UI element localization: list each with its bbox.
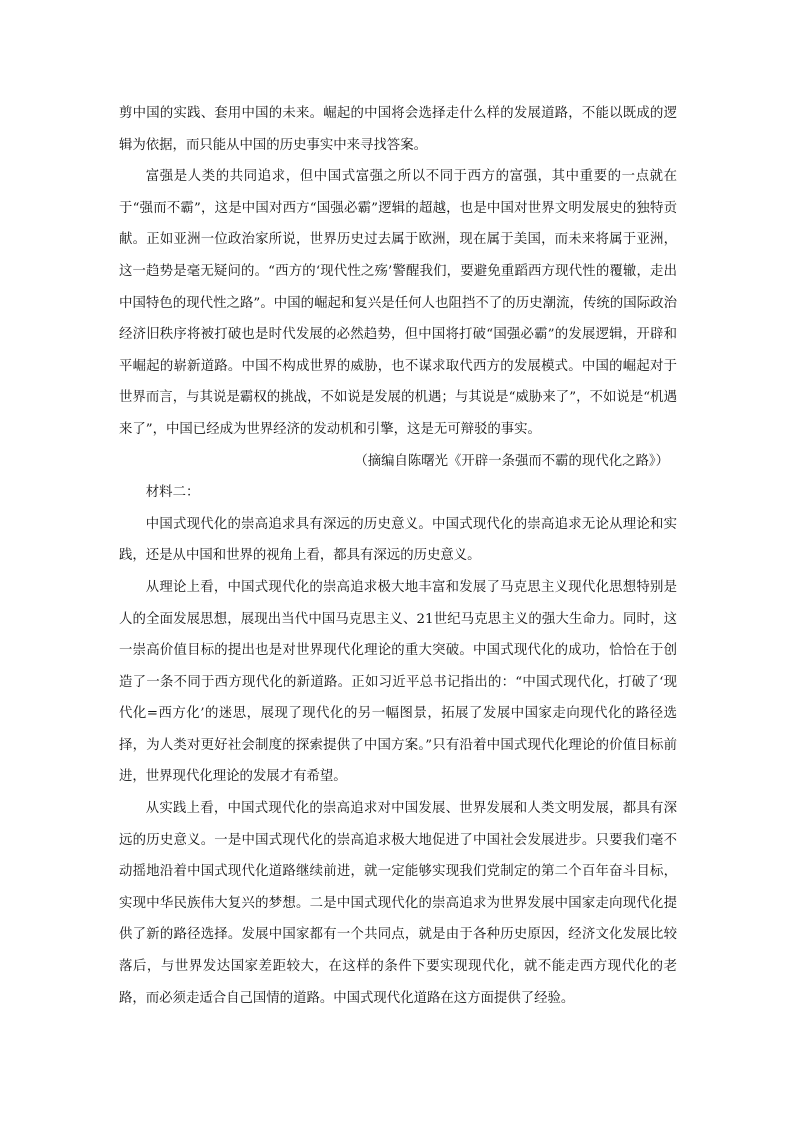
paragraph-strong-not-hegemonic: 富强是人类的共同追求，但中国式富强之所以不同于西方的富强，其中重要的一点就在于“强而不霸”，这是中国对西方“国强必霸”逻辑的超越，也是中国对世界文明发展史的独特贡献。正如亚洲一位政治家所说，世界历史过去属于欧洲，现在属于美国，而未来将属于亚洲，这一趋势是毫无疑问的。“西方的‘现代性之殇’警醒我们，要避免重蹈西方现代性的覆辙，走出中国特色的现代性之路”。中国的崛起和复兴是任何人也阻挡不了的历史潮流，传统的国际政治经济旧秩序将被打破也是时代发展的必然趋势，但中国将打破“国强必霸”的发展逻辑，开辟和平崛起的崭新道路。中国不构成世界的威胁，也不谋求取代西方的发展模式。中国的崛起对于世界而言，与其说是霸权的挑战，不如说是发展的机遇；与其说是“威胁来了”，不如说是“机遇来了”，中国已经成为世界经济的发动机和引擎，这是无可辩驳的事实。 [119, 169, 677, 437]
material-two-heading: 材料二： [145, 485, 200, 501]
article-body [119, 98, 677, 1014]
paragraph-historical-significance: 中国式现代化的崇高追求具有深远的历史意义。中国式现代化的崇高追求无论从理论和实践，还是从中国和世界的视角上看，都具有深远的历史意义。 [119, 516, 677, 564]
source-citation: （摘编自陈曙光《开辟一条强而不霸的现代化之路》） [354, 453, 669, 469]
paragraph-continuation: 剪中国的实践、套用中国的未来。崛起的中国将会选择走什么样的发展道路，不能以既成的逻辑为依据，而只能从中国的历史事实中来寻找答案。 [119, 106, 677, 153]
paragraph-theory: 从理论上看，中国式现代化的崇高追求极大地丰富和发展了马克思主义现代化思想特别是人的全面发展思想，展现出当代中国马克思主义、21世纪马克思主义的强大生命力。同时，这一崇高价值目标的提出也是对世界现代化理论的重大突破。中国式现代化的成功，恰恰在于创造了一条不同于西方现代化的新道路。正如习近平总书记指出的：“中国式现代化，打破了‘现代化=西方化’的迷思，展现了现代化的另一幅图景，拓展了发展中国家走向现代化的路径选择，为人类对更好社会制度的探索提供了中国方案。”只有沿着中国式现代化理论的价值目标前进，世界现代化理论的发展才有希望。 [119, 579, 677, 785]
paragraph-practice: 从实践上看，中国式现代化的崇高追求对中国发展、世界发展和人类文明发展，都具有深远的历史意义。一是中国式现代化的崇高追求极大地促进了中国社会发展进步。只要我们毫不动摇地沿着中国式现代化道路继续前进，就一定能够实现我们党制定的第二个百年奋斗目标，实现中华民族伟大复兴的梦想。二是中国式现代化的崇高追求为世界发展中国家走向现代化提供了新的路径选择。发展中国家都有一个共同点，就是由于各种历史原因，经济文化发展比较落后，与世界发达国家差距较大，在这样的条件下要实现现代化，就不能走西方现代化的老路，而必须走适合自己国情的道路。中国式现代化道路在这方面提供了经验。 [119, 801, 677, 1006]
